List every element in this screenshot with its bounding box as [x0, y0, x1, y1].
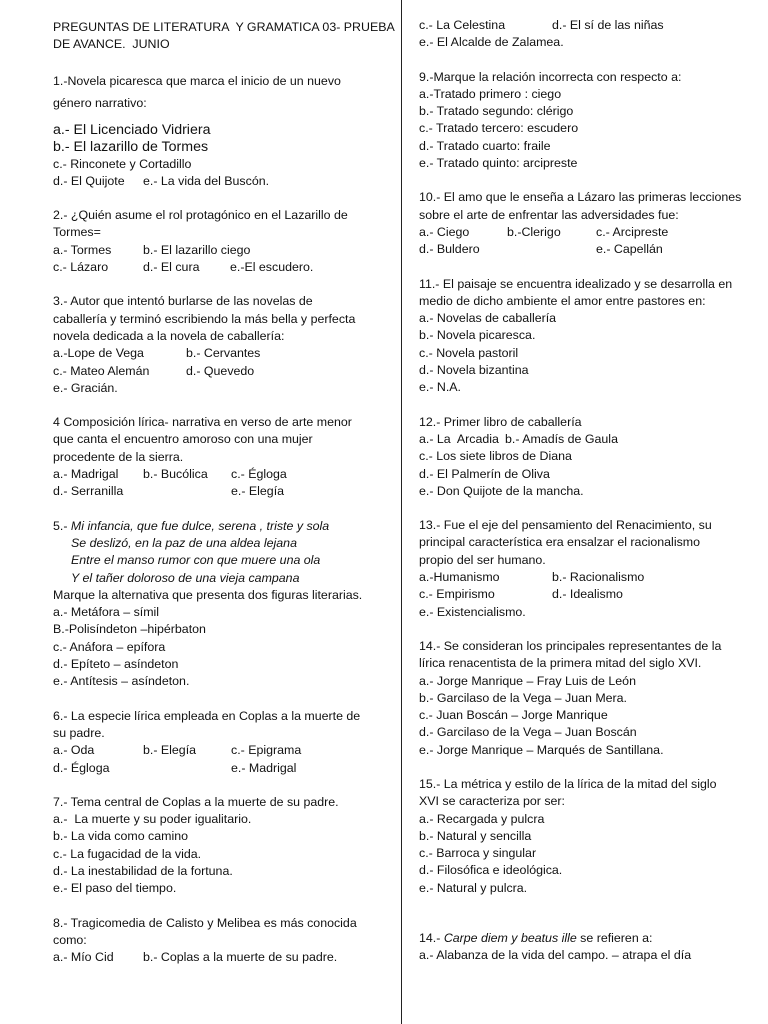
q15-option-d: d.- Filosófica e ideológica. [419, 863, 563, 878]
q13-option-d: d.- Idealismo [552, 587, 623, 602]
q14-option-c: c.- Juan Boscán – Jorge Manrique [419, 708, 608, 723]
q15-option-c: c.- Barroca y singular [419, 846, 537, 861]
title-line-1: PREGUNTAS DE LITERATURA Y GRAMATICA 03- PRUEBA [53, 20, 395, 34]
q3-option-c: c.- Mateo Alemán [53, 363, 150, 378]
q14-option-d: d.- Garcilaso de la Vega – Juan Boscán [419, 725, 637, 740]
q8-option-b: b.- Coplas a la muerte de su padre. [143, 950, 338, 965]
q5-verse-3: Entre el manso rumor con que muere una ola [71, 553, 321, 568]
q3-option-b: b.- Cervantes [186, 346, 261, 361]
q8-stem-1: 8.- Tragicomedia de Calisto y Melibea es más conocida [53, 915, 357, 930]
q9-stem-1: 9.-Marque la relación incorrecta con respecto a: [419, 69, 682, 84]
q6-option-c: c.- Epigrama [231, 743, 302, 758]
q9-option-e: e.- Tratado quinto: arcipreste [419, 156, 578, 171]
q3-option-e: e.- Gracián. [53, 380, 118, 395]
question-1 [53, 70, 383, 191]
question-6 [53, 708, 383, 777]
question-15 [419, 776, 739, 897]
question-14 [419, 638, 739, 759]
q14-option-e: e.- Jorge Manrique – Marqués de Santillana. [419, 742, 664, 757]
question-8 [53, 915, 383, 967]
q10-stem-1: 10.- El amo que le enseña a Lázaro las primeras lecciones [419, 190, 742, 205]
q10-option-b: b.-Clerigo [507, 224, 561, 239]
question-2 [53, 207, 383, 276]
q14-stem-2: lírica renacentista de la primera mitad del siglo XVI. [419, 656, 702, 671]
question-12 [419, 414, 739, 500]
q12-option-a: a.- La Arcadia [419, 431, 499, 446]
q8-option-c: c.- La Celestina [419, 18, 506, 32]
q13-option-b: b.- Racionalismo [552, 570, 645, 585]
question-16 [419, 930, 739, 965]
q5-verse-4: Y el tañer doloroso de una vieja campana [71, 570, 300, 585]
question-4 [53, 414, 383, 500]
q5-option-a: a.- Metáfora – símil [53, 605, 160, 620]
q4-option-b: b.- Bucólica [143, 467, 208, 482]
question-8-continued [419, 17, 739, 52]
q3-stem-3: novela dedicada a la novela de caballería: [53, 328, 285, 343]
q2-option-a: a.- Tormes [53, 242, 112, 257]
q1-option-c: c.- Rinconete y Cortadillo [53, 156, 192, 171]
question-5 [53, 518, 383, 691]
q5-stem: Marque la alternativa que presenta dos figuras literarias. [53, 587, 363, 602]
q13-stem-2: principal característica era ensalzar el racionalismo [419, 535, 700, 550]
q12-option-d: d.- El Palmerín de Oliva [419, 466, 550, 481]
q9-option-b: b.- Tratado segundo: clérigo [419, 104, 574, 119]
q12-option-c: c.- Los siete libros de Diana [419, 449, 572, 464]
q9-option-a: a.-Tratado primero : ciego [419, 86, 562, 101]
q7-option-c: c.- La fugacidad de la vida. [53, 846, 202, 861]
q5-option-e: e.- Antítesis – asíndeton. [53, 674, 190, 689]
q11-option-d: d.- Novela bizantina [419, 363, 529, 378]
question-7 [53, 794, 383, 898]
q6-option-e: e.- Madrigal [231, 760, 297, 775]
q16-italic: Carpe diem y beatus ille [443, 931, 577, 946]
q1-option-b: b.- El lazarillo de Tormes [53, 138, 209, 155]
title-line-2: DE AVANCE. JUNIO [53, 37, 170, 52]
q12-stem-1: 12.- Primer libro de caballería [419, 414, 582, 429]
q11-option-c: c.- Novela pastoril [419, 345, 519, 360]
left-column [53, 19, 395, 983]
q15-option-b: b.- Natural y sencilla [419, 828, 532, 843]
q3-option-d: d.- Quevedo [186, 363, 255, 378]
question-9 [419, 69, 739, 173]
q8-stem-2: como: [53, 932, 87, 947]
q7-option-d: d.- La inestabilidad de la fortuna. [53, 863, 233, 878]
q8-option-d: d.- El sí de las niñas [552, 18, 664, 32]
q2-option-e: e.-El escudero. [230, 260, 314, 275]
q4-option-c: c.- Égloga [231, 467, 287, 482]
page-title [53, 19, 395, 54]
q2-option-b: b.- El lazarillo ciego [143, 242, 251, 257]
q9-option-d: d.- Tratado cuarto: fraile [419, 138, 551, 153]
question-3 [53, 293, 383, 397]
q12-option-b: b.- Amadís de Gaula [505, 431, 618, 446]
q5-option-c: c.- Anáfora – epífora [53, 639, 166, 654]
q13-option-c: c.- Empirismo [419, 587, 495, 602]
q11-option-e: e.- N.A. [419, 380, 461, 395]
q10-option-d: d.- Buldero [419, 242, 480, 257]
question-11 [419, 276, 739, 397]
q5-verse-1: Mi infancia, que fue dulce, serena , triste y sola [70, 518, 330, 533]
q7-option-e: e.- El paso del tiempo. [53, 881, 177, 896]
q11-option-b: b.- Novela picaresca. [419, 328, 536, 343]
q15-stem-2: XVI se caracteriza por ser: [419, 794, 565, 809]
q16-number: 14.- [419, 931, 441, 946]
q6-option-a: a.- Oda [53, 743, 95, 758]
q16-option-a: a.- Alabanza de la vida del campo. – atrapa el día [419, 948, 692, 963]
q6-stem-1: 6.- La especie lírica empleada en Coplas a la muerte de [53, 708, 361, 723]
q5-verse-2: Se deslizó, en la paz de una aldea lejana [71, 535, 297, 550]
q1-stem-2: género narrativo: [53, 95, 147, 110]
q15-option-e: e.- Natural y pulcra. [419, 880, 528, 895]
q10-stem-2: sobre el arte de enfrentar las adversidades fue: [419, 207, 679, 222]
q2-option-d: d.- El cura [143, 260, 200, 275]
q4-stem-2: que canta el encuentro amoroso con una mujer [53, 432, 313, 447]
q7-stem-1: 7.- Tema central de Coplas a la muerte de su padre. [53, 794, 339, 809]
q4-option-d: d.- Serranilla [53, 484, 124, 499]
question-10 [419, 189, 742, 258]
q7-option-a: a.- La muerte y su poder igualitario. [53, 812, 252, 827]
column-divider [401, 0, 402, 1024]
q3-option-a: a.-Lope de Vega [53, 346, 144, 361]
q13-option-a: a.-Humanismo [419, 570, 500, 585]
q13-stem-1: 13.- Fue el eje del pensamiento del Renacimiento, su [419, 518, 712, 533]
q5-option-b: B.-Polisíndeton –hipérbaton [53, 622, 206, 637]
right-column [419, 17, 742, 982]
q7-option-b: b.- La vida como camino [53, 829, 188, 844]
q2-stem-1: 2.- ¿Quién asume el rol protagónico en el Lazarillo de [53, 208, 348, 223]
q3-stem-1: 3.- Autor que intentó burlarse de las novelas de [53, 294, 313, 309]
q8-option-a: a.- Mío Cid [53, 950, 114, 965]
q13-stem-3: propio del ser humano. [419, 552, 546, 567]
q6-option-d: d.- Égloga [53, 760, 110, 775]
q4-stem-3: procedente de la sierra. [53, 449, 184, 464]
q4-option-e: e.- Elegía [231, 484, 285, 499]
q12-option-e: e.- Don Quijote de la mancha. [419, 483, 584, 498]
q1-option-e: e.- La vida del Buscón. [143, 173, 270, 188]
question-13 [419, 517, 739, 621]
q4-stem-1: 4 Composición lírica- narrativa en verso de arte menor [53, 415, 352, 430]
q15-stem-1: 15.- La métrica y estilo de la lírica de la mitad del siglo [419, 776, 717, 791]
q14-option-a: a.- Jorge Manrique – Fray Luis de León [419, 673, 636, 688]
q3-stem-2: caballería y terminó escribiendo la más bella y perfecta [53, 311, 356, 326]
q2-stem-2: Tormes= [53, 225, 101, 240]
q6-stem-2: su padre. [53, 725, 105, 740]
q2-option-c: c.- Lázaro [53, 260, 109, 275]
q15-option-a: a.- Recargada y pulcra [419, 811, 545, 826]
q11-stem-2: medio de dicho ambiente el amor entre pastores en: [419, 293, 706, 308]
q1-stem-1: 1.-Novela picaresca que marca el inicio de un nuevo [53, 73, 341, 88]
q16-stem-rest: se refieren a: [576, 931, 653, 946]
q10-option-e: e.- Capellán [596, 242, 663, 257]
q11-option-a: a.- Novelas de caballería [419, 311, 557, 326]
q10-option-c: c.- Arcipreste [596, 224, 669, 239]
q8-option-e: e.- El Alcalde de Zalamea. [419, 35, 564, 50]
q6-option-b: b.- Elegía [143, 743, 197, 758]
q13-option-e: e.- Existencialismo. [419, 604, 526, 619]
q5-option-d: d.- Epíteto – asíndeton [53, 657, 179, 672]
q1-option-d: d.- El Quijote [53, 173, 125, 188]
q9-option-c: c.- Tratado tercero: escudero [419, 121, 579, 136]
q14-stem-1: 14.- Se consideran los principales representantes de la [419, 638, 722, 653]
q1-option-a: a.- El Licenciado Vidriera [53, 121, 211, 138]
q4-option-a: a.- Madrigal [53, 467, 119, 482]
q11-stem-1: 11.- El paisaje se encuentra idealizado y se desarrolla en [419, 276, 733, 291]
q10-option-a: a.- Ciego [419, 224, 470, 239]
q14-option-b: b.- Garcilaso de la Vega – Juan Mera. [419, 690, 628, 705]
q5-number: 5.- [53, 518, 68, 533]
